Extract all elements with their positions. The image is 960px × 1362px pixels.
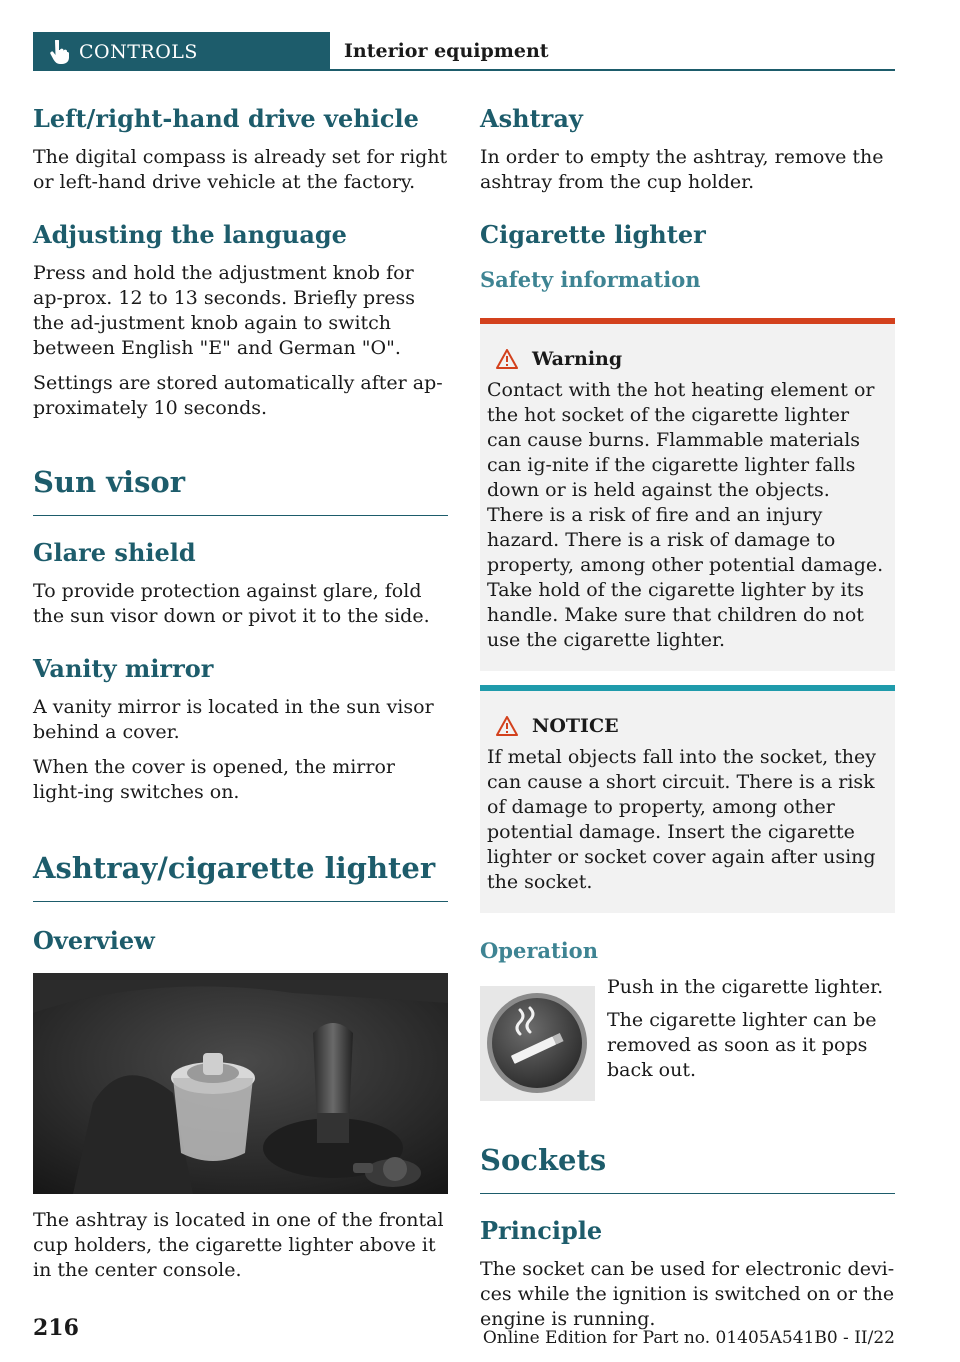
sun-visor-heading: Sun visor: [33, 463, 448, 516]
left-column: [33, 104, 448, 1283]
principle-heading: Principle: [480, 1216, 603, 1245]
center-console-photo: [33, 973, 448, 1194]
operation-text-1: Push in the cigarette lighter.: [607, 976, 884, 998]
notice-header: [487, 715, 887, 737]
notice-box: [480, 685, 895, 913]
warning-header: [487, 348, 887, 370]
edition-info: Online Edition for Part no. 01405A541B0 - II/22: [482, 1328, 895, 1348]
warning-box: [480, 318, 895, 671]
warning-title: Warning: [532, 348, 623, 370]
section-title: CONTROLS: [79, 40, 198, 63]
ashtray-heading: Ashtray: [480, 104, 583, 133]
overview-heading: Overview: [33, 926, 155, 955]
vanity-mirror-text-2: When the cover is opened, the mirror light‐ing switches on.: [33, 756, 395, 803]
principle-text: The socket can be used for electronic devi‐ces while the ignition is switched on or the engine is running.: [480, 1258, 895, 1330]
cigarette-lighter-icon: [480, 986, 595, 1101]
notice-title: NOTICE: [532, 715, 619, 737]
glare-shield-heading: Glare shield: [33, 538, 196, 567]
lhd-heading: Left/right-hand drive vehicle: [33, 104, 419, 133]
page-number: 216: [33, 1315, 79, 1341]
caution-triangle-icon: [496, 716, 518, 736]
operation-text-block: [607, 975, 895, 1083]
pointing-hand-icon: [49, 40, 69, 64]
chapter-bar: [330, 32, 895, 71]
operation-text-2: The cigarette lighter can be removed as soon as it pops back out.: [607, 1009, 877, 1081]
cigarette-lighter-heading: Cigarette lighter: [480, 220, 706, 249]
overview-text: The ashtray is located in one of the frontal cup holders, the cigarette lighter above it in the center console.: [33, 1209, 444, 1281]
warning-text: Contact with the hot heating element or the hot socket of the cigarette lighter can cause burns. Flammable materials can ig‐nite if the cigarette lighter falls down or is held against the objects. There is a risk of fire and an injury hazard. There is a risk of damage to property, among other potential damage. Take hold of the cigarette lighter by its handle. Make sure that children do not use the cigarette lighter.: [487, 379, 884, 651]
glare-shield-text: To provide protection against glare, fold the sun visor down or pivot it to the side.: [33, 580, 430, 627]
section-tab: [33, 32, 330, 71]
page-header: [33, 32, 895, 71]
ashtray-text: In order to empty the ashtray, remove the ashtray from the cup holder.: [480, 146, 884, 193]
notice-text: If metal objects fall into the socket, they can cause a short circuit. There is a risk of damage to property, among other potential damage. Insert the cigarette lighter or socket cover again after using the socket.: [487, 746, 877, 893]
warning-triangle-icon: [496, 349, 518, 369]
language-heading: Adjusting the language: [33, 220, 347, 249]
vanity-mirror-heading: Vanity mirror: [33, 654, 214, 683]
operation-heading: Operation: [480, 938, 598, 963]
language-text-1: Press and hold the adjustment knob for ap‐prox. 12 to 13 seconds. Briefly press the ad‐justment knob again to switch between English "E" and German "O".: [33, 262, 416, 359]
vanity-mirror-text-1: A vanity mirror is located in the sun visor behind a cover.: [33, 696, 434, 743]
language-text-2: Settings are stored automatically after ap‐proximately 10 seconds.: [33, 372, 443, 419]
safety-information-heading: Safety information: [480, 267, 701, 292]
lhd-text: The digital compass is already set for right or left-hand drive vehicle at the factory.: [33, 146, 448, 193]
ashtray-lighter-heading: Ashtray/cigarette lighter: [33, 849, 448, 902]
chapter-title: Interior equipment: [344, 39, 549, 62]
operation-block: [480, 975, 895, 1097]
right-column: [480, 104, 895, 1332]
sockets-heading: Sockets: [480, 1141, 895, 1194]
